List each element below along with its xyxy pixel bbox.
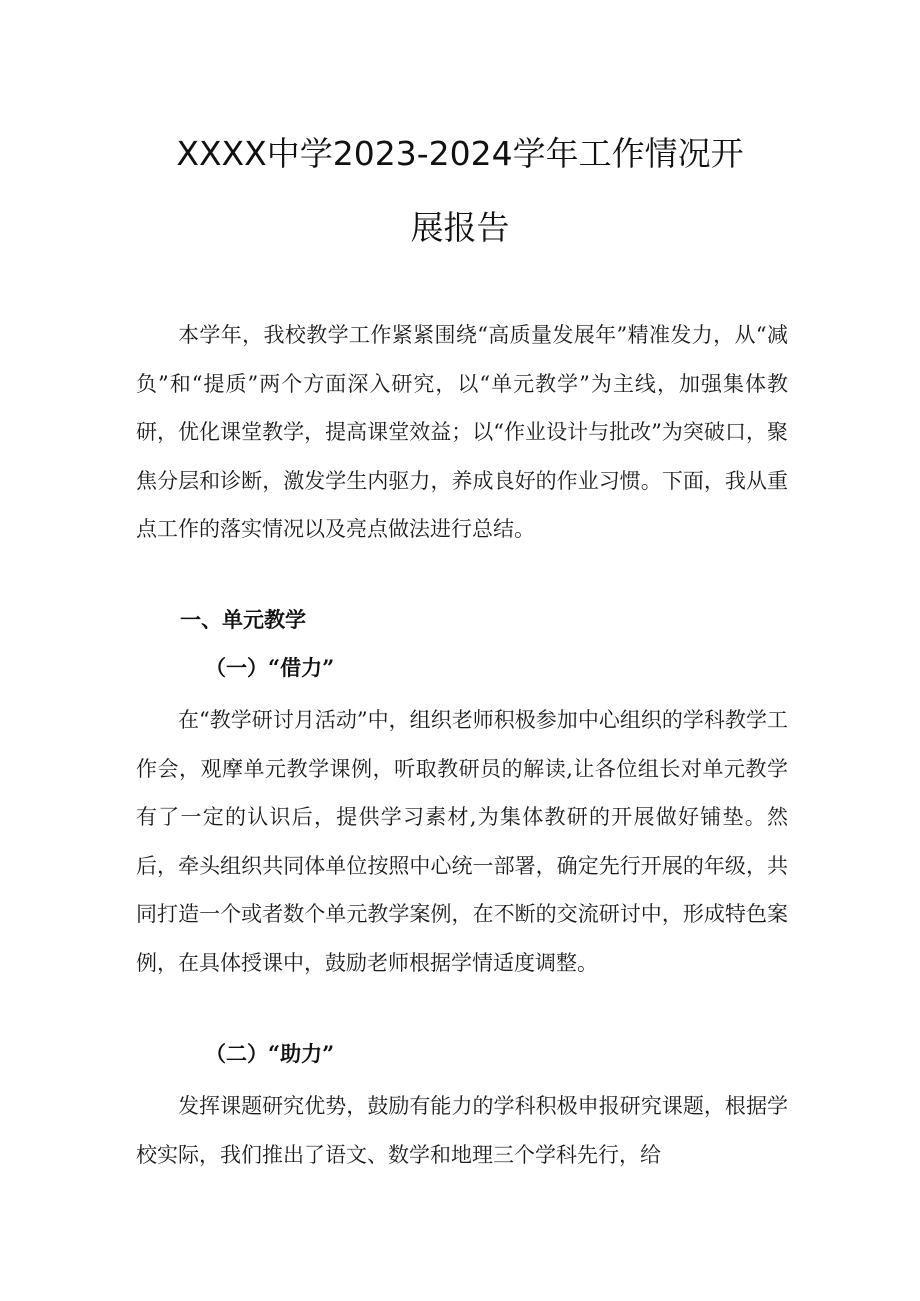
zhuli-paragraph: 发挥课题研究优势，鼓励有能力的学科积极申报研究课题，根据学校实际，我们推出了语文、数学和地理三个学科先行，给 (136, 1094, 788, 1167)
subsection-heading-jieli: （一）“借力” (205, 655, 335, 680)
intro-paragraph: 本学年，我校教学工作紧紧围绕“高质量发展年”精准发力，从“减负”和“提质”两个方面深入研究，以“单元教学”为主线，加强集体教研，优化课堂教学，提高课堂效益；以“作业设计与批改”为突破口，聚焦分层和诊断，激发学生内驱力，养成良好的作业习惯。下面，我从重点工作的落实情况以及亮点做法进行总结。 (136, 323, 788, 541)
section-heading-unit-teaching: 一、单元教学 (180, 607, 306, 632)
document-title-line-1: XXXX中学2023-2024学年工作情况开 (176, 134, 744, 173)
document-title-line-2: 展报告 (410, 208, 510, 247)
subsection-heading-zhuli: （二）“助力” (205, 1041, 335, 1066)
jieli-paragraph: 在“教学研讨月活动”中，组织老师积极参加中心组织的学科教学工作会，观摩单元教学课例，听取教研员的解读,让各位组长对单元教学有了一定的认识后，提供学习素材,为集体教研的开展做好铺垫。然后，牵头组织共同体单位按照中心统一部署，确定先行开展的年级，共同打造一个或者数个单元教学案例，在不断的交流研讨中，形成特色案例，在具体授课中，鼓励老师根据学情适度调整。 (136, 708, 788, 975)
